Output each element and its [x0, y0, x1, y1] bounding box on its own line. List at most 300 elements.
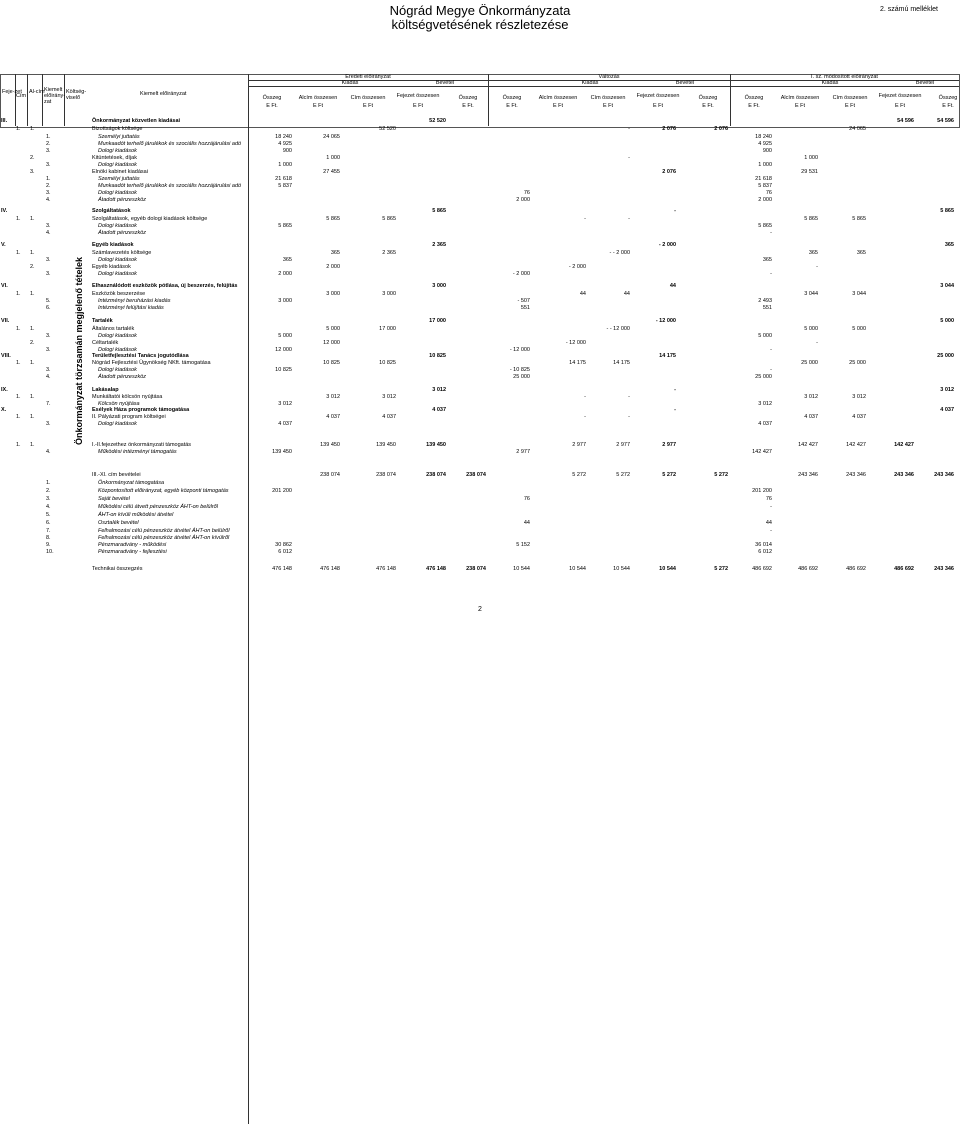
col-unit: E Ft.: [462, 103, 474, 109]
alcim-number: 1.: [30, 126, 35, 132]
row-label: Kölcsön nyújtása: [98, 401, 140, 407]
cell-value: -: [674, 387, 676, 393]
cell-value: 5 000: [804, 326, 818, 332]
row-label: ÁHT-on kívüli működési átvétel: [98, 512, 174, 518]
cell-value: 238 074: [376, 472, 396, 478]
cell-value: 25 000: [937, 353, 954, 359]
cell-value: 10 825: [275, 367, 292, 373]
row-label: Számlavezetés költsége: [92, 250, 152, 256]
cell-value: 3 012: [432, 387, 446, 393]
kiemelt-number: 3.: [46, 148, 51, 154]
cell-value: 3 012: [852, 394, 866, 400]
cell-value: -: [628, 216, 630, 222]
col-subheader: Alcím összesen: [298, 95, 338, 101]
cell-value: 44: [579, 291, 586, 297]
kiemelt-number: 2.: [46, 488, 51, 494]
sub-bevetel: Bevétel: [675, 80, 695, 86]
section-number: V.: [1, 242, 6, 248]
kiemelt-number: 3.: [46, 333, 51, 339]
alcim-number: 1.: [30, 442, 35, 448]
cell-value: 551: [762, 305, 772, 311]
cell-value: 5 272: [662, 472, 676, 478]
cell-value: 365: [330, 250, 340, 256]
cell-value: 476 148: [272, 566, 292, 572]
cell-value: 476 148: [320, 566, 340, 572]
alcim-number: 1.: [30, 414, 35, 420]
row-label: Dologi kiadások: [98, 333, 137, 339]
cell-value: 44: [669, 283, 676, 289]
row-label: Egyéb kiadások: [92, 242, 134, 248]
row-label: Osztalék bevétel: [98, 520, 139, 526]
cell-value: - 12 000: [509, 347, 530, 353]
cell-value: - 2 000: [512, 271, 530, 277]
kiemelt-number: 1.: [46, 134, 51, 140]
cell-value: 3 012: [382, 394, 396, 400]
row-label: Működési célú átvett pénzeszköz ÁHT-on belülről: [98, 504, 218, 510]
row-label: Dologi kiadások: [98, 190, 137, 196]
cell-value: 3 044: [804, 291, 818, 297]
col-unit: E Ft: [362, 103, 374, 109]
cell-value: 1 000: [326, 155, 340, 161]
col-kiemelt-eloir: Kiemelt előirány-zat: [44, 87, 66, 105]
col-subheader: Fejezet összesen: [636, 93, 680, 99]
col-subheader: Cím összesen: [590, 95, 626, 101]
cell-value: 5 000: [278, 333, 292, 339]
cell-value: 5 152: [516, 542, 530, 548]
kiemelt-number: 7.: [46, 401, 51, 407]
row-label: Központosított előirányzat, egyéb központi támogatás: [98, 488, 229, 494]
kiemelt-number: 3.: [46, 496, 51, 502]
cell-value: 551: [520, 305, 530, 311]
cell-value: 44: [765, 520, 772, 526]
alcim-number: 1.: [30, 291, 35, 297]
cell-value: 44: [523, 520, 530, 526]
cell-value: 25 000: [513, 374, 530, 380]
cell-value: -: [674, 208, 676, 214]
row-label: Elhasználódott eszközök pótlása, új beszerzés, felújítás: [92, 283, 238, 289]
row-label: Eszközök beszerzése: [92, 291, 146, 297]
row-label: Tartalék: [92, 318, 113, 324]
cell-value: 238 074: [466, 472, 486, 478]
kiemelt-number: 6.: [46, 520, 51, 526]
cell-value: 5 865: [278, 223, 292, 229]
kiemelt-number: 4.: [46, 230, 51, 236]
cell-value: 900: [282, 148, 292, 154]
row-label: Nógrád Fejlesztési Ügynökség NKft. támogatása: [92, 360, 211, 366]
cim-number: 1.: [16, 394, 21, 400]
col-subheader: Cím összesen: [832, 95, 868, 101]
cell-value: 2 000: [278, 271, 292, 277]
row-label: Dologi kiadások: [98, 257, 137, 263]
cell-value: 3 000: [326, 291, 340, 297]
col-fejezet: Feje-zet: [2, 89, 22, 95]
appendix-label: 2. számú melléklet: [880, 6, 938, 13]
kiemelt-number: 3.: [46, 367, 51, 373]
kiemelt-number: 4.: [46, 374, 51, 380]
cell-value: 10 825: [323, 360, 340, 366]
cell-value: -: [584, 216, 586, 222]
cell-value: 10 544: [569, 566, 586, 572]
cell-value: 2 000: [516, 197, 530, 203]
col-koltsegviselo: Költség-viselő: [66, 89, 87, 101]
cell-value: -: [770, 504, 772, 510]
cell-value: 139 450: [272, 449, 292, 455]
cell-value: 2 076: [662, 169, 676, 175]
cell-value: 5 865: [804, 216, 818, 222]
cell-value: 5 272: [572, 472, 586, 478]
cell-value: 476 148: [426, 566, 446, 572]
cell-value: 2 977: [662, 442, 676, 448]
cell-value: 4 037: [758, 421, 772, 427]
cell-value: 4 037: [804, 414, 818, 420]
cell-value: 1 000: [278, 162, 292, 168]
cim-number: 1.: [16, 326, 21, 332]
row-label: Munkáltatói kölcsön nyújtása: [92, 394, 163, 400]
cim-number: 1.: [16, 291, 21, 297]
cell-value: 243 346: [846, 472, 866, 478]
cell-value: - 12 000: [565, 340, 586, 346]
cell-value: 5 000: [940, 318, 954, 324]
sub-bevetel: Bevétel: [915, 80, 935, 86]
col-alcim: Al-cím: [29, 89, 45, 95]
col-kiemelt: Kiemelt előirányzat: [140, 91, 187, 97]
cell-value: 3 044: [940, 283, 954, 289]
cim-number: 1.: [16, 126, 21, 132]
cell-value: 5 837: [758, 183, 772, 189]
cell-value: 476 148: [376, 566, 396, 572]
section-number: IX.: [1, 387, 8, 393]
cell-value: 10 544: [613, 566, 630, 572]
cell-value: 2 076: [662, 126, 676, 132]
col-cim: Cím: [16, 93, 27, 99]
cell-value: -: [628, 126, 630, 132]
sub-kiadas: Kiadás: [581, 80, 599, 86]
cell-value: -: [584, 394, 586, 400]
cell-value: 76: [765, 496, 772, 502]
kiemelt-number: 3.: [46, 257, 51, 263]
col-subheader: Cím összesen: [350, 95, 386, 101]
cell-value: 25 000: [801, 360, 818, 366]
cell-value: 5 865: [940, 208, 954, 214]
col-unit: E Ft: [894, 103, 906, 109]
cell-value: 2 493: [758, 298, 772, 304]
cell-value: 3 012: [278, 401, 292, 407]
cell-value: 18 240: [275, 134, 292, 140]
row-label: Esélyek Háza programok támogatása: [92, 407, 190, 413]
cell-value: 24 065: [849, 126, 866, 132]
vertical-label: Önkormányzat törzsamán megjelenő tételek: [74, 256, 84, 445]
kiemelt-number: 1.: [46, 176, 51, 182]
col-unit: E Ft.: [702, 103, 714, 109]
cell-value: 2 365: [432, 242, 446, 248]
cell-value: 486 692: [752, 566, 772, 572]
cell-value: 6 012: [758, 549, 772, 555]
cell-value: 1 000: [758, 162, 772, 168]
col-subheader: Összeg: [938, 95, 958, 101]
row-label: Dologi kiadások: [98, 367, 137, 373]
kiemelt-number: 9.: [46, 542, 51, 548]
cell-value: 5 865: [382, 216, 396, 222]
cell-value: 365: [282, 257, 292, 263]
col-subheader: Összeg: [262, 95, 282, 101]
cell-value: 142 427: [798, 442, 818, 448]
cell-value: -: [628, 394, 630, 400]
kiemelt-number: 3.: [46, 162, 51, 168]
cell-value: 18 240: [755, 134, 772, 140]
cell-value: 486 692: [894, 566, 914, 572]
cell-value: 243 346: [798, 472, 818, 478]
cell-value: 5 865: [852, 216, 866, 222]
cell-value: 1 000: [804, 155, 818, 161]
cell-value: 243 346: [934, 472, 954, 478]
kiemelt-number: 4.: [46, 197, 51, 203]
col-unit: E Ft: [412, 103, 424, 109]
cell-value: 3 000: [382, 291, 396, 297]
group-valtozas: Változás: [598, 74, 620, 80]
cell-value: 142 427: [894, 442, 914, 448]
cell-value: 4 037: [432, 407, 446, 413]
kiemelt-number: 5.: [46, 298, 51, 304]
cell-value: 5 865: [758, 223, 772, 229]
cell-value: 5 000: [852, 326, 866, 332]
cell-value: 486 692: [846, 566, 866, 572]
row-label: Technikai összegzés: [92, 566, 143, 572]
cell-value: - 12 000: [655, 318, 676, 324]
cell-value: - - 12 000: [606, 326, 630, 332]
kiemelt-number: 2.: [46, 141, 51, 147]
cell-value: 238 074: [426, 472, 446, 478]
cell-value: 2 977: [616, 442, 630, 448]
col-unit: E Ft: [794, 103, 806, 109]
page-number: 2: [478, 606, 482, 613]
cell-value: 17 000: [429, 318, 446, 324]
cell-value: 21 618: [755, 176, 772, 182]
cell-value: 365: [808, 250, 818, 256]
row-label: Intézményi felújítási kiadás: [98, 305, 164, 311]
row-label: Munkaadót terhelő járulékok és szociális hozzájárulási adó: [98, 183, 242, 189]
col-subheader: Alcím összesen: [780, 95, 820, 101]
cell-value: 5 000: [326, 326, 340, 332]
cell-value: 44: [623, 291, 630, 297]
cell-value: 4 037: [852, 414, 866, 420]
row-label: Dologi kiadások: [98, 421, 137, 427]
cell-value: - 2 000: [568, 264, 586, 270]
row-label: Személyi juttatás: [98, 176, 140, 182]
cell-value: 6 012: [278, 549, 292, 555]
section-number: VI.: [1, 283, 8, 289]
row-label: Átadott pénzeszköz: [98, 197, 147, 203]
cell-value: 76: [765, 190, 772, 196]
cell-value: 2 000: [326, 264, 340, 270]
cell-value: 27 455: [323, 169, 340, 175]
col-unit: E Ft.: [506, 103, 518, 109]
alcim-number: 2.: [30, 155, 35, 161]
cell-value: 2 365: [382, 250, 396, 256]
section-number: III.: [1, 118, 8, 124]
cell-value: 12 000: [323, 340, 340, 346]
cell-value: 243 346: [934, 566, 954, 572]
cell-value: 2 076: [714, 126, 728, 132]
cell-value: 4 925: [278, 141, 292, 147]
row-label: Munkaadót terhelő járulékok és szociális hozzájárulási adó: [98, 141, 242, 147]
row-label: Területfejlesztési Tanács jogutódlása: [92, 353, 189, 359]
cell-value: 2 000: [758, 197, 772, 203]
cell-value: 54 596: [937, 118, 954, 124]
row-label: Dologi kiadások: [98, 148, 137, 154]
page-title: Nógrád Megye Önkormányzata: [389, 3, 571, 18]
row-label: III.-XI. cím bevételei: [92, 472, 141, 478]
kiemelt-number: 2.: [46, 183, 51, 189]
cell-value: 76: [523, 496, 530, 502]
row-label: Működési intézményi támogatás: [98, 449, 177, 455]
cell-value: 3 000: [432, 283, 446, 289]
cell-value: 25 000: [755, 374, 772, 380]
cell-value: 5 865: [326, 216, 340, 222]
col-unit: E Ft: [652, 103, 664, 109]
cell-value: 139 450: [426, 442, 446, 448]
cell-value: 139 450: [376, 442, 396, 448]
alcim-number: 1.: [30, 216, 35, 222]
cell-value: 365: [762, 257, 772, 263]
cell-value: 4 037: [278, 421, 292, 427]
col-unit: E Ft.: [942, 103, 954, 109]
cell-value: 5 000: [758, 333, 772, 339]
kiemelt-number: 3.: [46, 347, 51, 353]
cell-value: 25 000: [849, 360, 866, 366]
cim-number: 1.: [16, 250, 21, 256]
section-number: VII.: [1, 318, 10, 324]
cell-value: - 2 000: [658, 242, 676, 248]
col-unit: E Ft: [312, 103, 324, 109]
cell-value: 52 520: [429, 118, 446, 124]
section-number: X.: [1, 407, 7, 413]
row-label: Bizottságok költsége: [92, 126, 143, 132]
cell-value: 2 977: [516, 449, 530, 455]
row-label: Saját bevétel: [98, 496, 130, 502]
cell-value: 4 925: [758, 141, 772, 147]
cim-number: 1.: [16, 216, 21, 222]
cell-value: - - 2 000: [609, 250, 630, 256]
cell-value: -: [816, 264, 818, 270]
cell-value: 76: [523, 190, 530, 196]
cim-number: 1.: [16, 414, 21, 420]
alcim-number: 3.: [30, 169, 35, 175]
col-subheader: Összeg: [744, 95, 764, 101]
row-label: Dologi kiadások: [98, 347, 137, 353]
col-subheader: Összeg: [502, 95, 522, 101]
cell-value: 201 200: [272, 488, 292, 494]
cell-value: 29 531: [801, 169, 818, 175]
alcim-number: 2.: [30, 264, 35, 270]
kiemelt-number: 10.: [46, 549, 54, 555]
page-subtitle: költségvetésének részletezése: [391, 17, 569, 32]
row-label: II. Pályázati program költségei: [92, 414, 166, 420]
row-label: Dologi kiadások: [98, 223, 137, 229]
group-modositott: I. sz. módosított előirányzat: [811, 74, 878, 80]
cell-value: -: [584, 414, 586, 420]
kiemelt-number: 7.: [46, 528, 51, 534]
cell-value: 14 175: [569, 360, 586, 366]
cell-value: 12 000: [275, 347, 292, 353]
kiemelt-number: 4.: [46, 504, 51, 510]
alcim-number: 1.: [30, 326, 35, 332]
row-label: Elnöki kabinet kiadásai: [92, 169, 148, 175]
cell-value: -: [770, 230, 772, 236]
cell-value: 54 596: [897, 118, 914, 124]
col-subheader: Alcím összesen: [538, 95, 578, 101]
cell-value: 142 427: [752, 449, 772, 455]
row-label: Kitüntetések, díjak: [92, 155, 137, 161]
cell-value: 5 272: [714, 566, 728, 572]
cell-value: 3 012: [804, 394, 818, 400]
kiemelt-number: 3.: [46, 271, 51, 277]
kiemelt-number: 4.: [46, 449, 51, 455]
cell-value: 10 825: [429, 353, 446, 359]
cell-value: 243 346: [894, 472, 914, 478]
alcim-number: 2.: [30, 340, 35, 346]
kiemelt-number: 8.: [46, 535, 51, 541]
row-label: Pénzmaradvány - működési: [98, 542, 167, 548]
cell-value: - 507: [517, 298, 530, 304]
row-label: Pénzmaradvány - fejlesztési: [98, 549, 167, 555]
cell-value: 3 012: [758, 401, 772, 407]
cell-value: 3 044: [852, 291, 866, 297]
cell-value: 17 000: [379, 326, 396, 332]
alcim-number: 1.: [30, 250, 35, 256]
row-label: Felhalmozási célú pénzeszköz átvétel ÁHT-on kívülről: [98, 535, 230, 541]
row-label: Felhalmozási célú pénzeszköz átvétel ÁHT-on belülről: [98, 528, 230, 534]
kiemelt-number: 3.: [46, 223, 51, 229]
cell-value: 142 427: [846, 442, 866, 448]
kiemelt-number: 5.: [46, 512, 51, 518]
cell-value: 10 544: [513, 566, 530, 572]
cell-value: 5 272: [616, 472, 630, 478]
row-label: Céltartalék: [92, 340, 119, 346]
cell-value: -: [628, 414, 630, 420]
row-label: Dologi kiadások: [98, 271, 137, 277]
cell-value: 365: [944, 242, 954, 248]
col-unit: E Ft: [844, 103, 856, 109]
cell-value: -: [674, 407, 676, 413]
cell-value: 10 544: [659, 566, 676, 572]
row-label: Átadott pénzeszköz: [98, 374, 147, 380]
col-unit: E Ft: [552, 103, 564, 109]
col-unit: E Ft: [602, 103, 614, 109]
cell-value: 5 272: [714, 472, 728, 478]
cell-value: 3 012: [940, 387, 954, 393]
cell-value: -: [770, 271, 772, 277]
cell-value: - 10 825: [509, 367, 530, 373]
col-subheader: Fejezet összesen: [878, 93, 922, 99]
col-subheader: Összeg: [458, 95, 478, 101]
cell-value: 139 450: [320, 442, 340, 448]
cell-value: 4 037: [940, 407, 954, 413]
cim-number: 1.: [16, 442, 21, 448]
sub-bevetel: Bevétel: [435, 80, 455, 86]
cell-value: 52 520: [379, 126, 396, 132]
row-label: Szolgáltatások, egyéb dologi kiadások költsége: [92, 216, 208, 222]
cell-value: 4 037: [326, 414, 340, 420]
cell-value: 5 865: [432, 208, 446, 214]
row-label: Önkormányzat közvetlen kiadásai: [92, 118, 181, 124]
alcim-number: 1.: [30, 360, 35, 366]
row-label: Egyéb kiadások: [92, 264, 131, 270]
cell-value: 365: [856, 250, 866, 256]
cell-value: -: [770, 367, 772, 373]
row-label: Személyi juttatás: [98, 134, 140, 140]
section-number: VIII.: [1, 353, 11, 359]
cell-value: 3 000: [278, 298, 292, 304]
